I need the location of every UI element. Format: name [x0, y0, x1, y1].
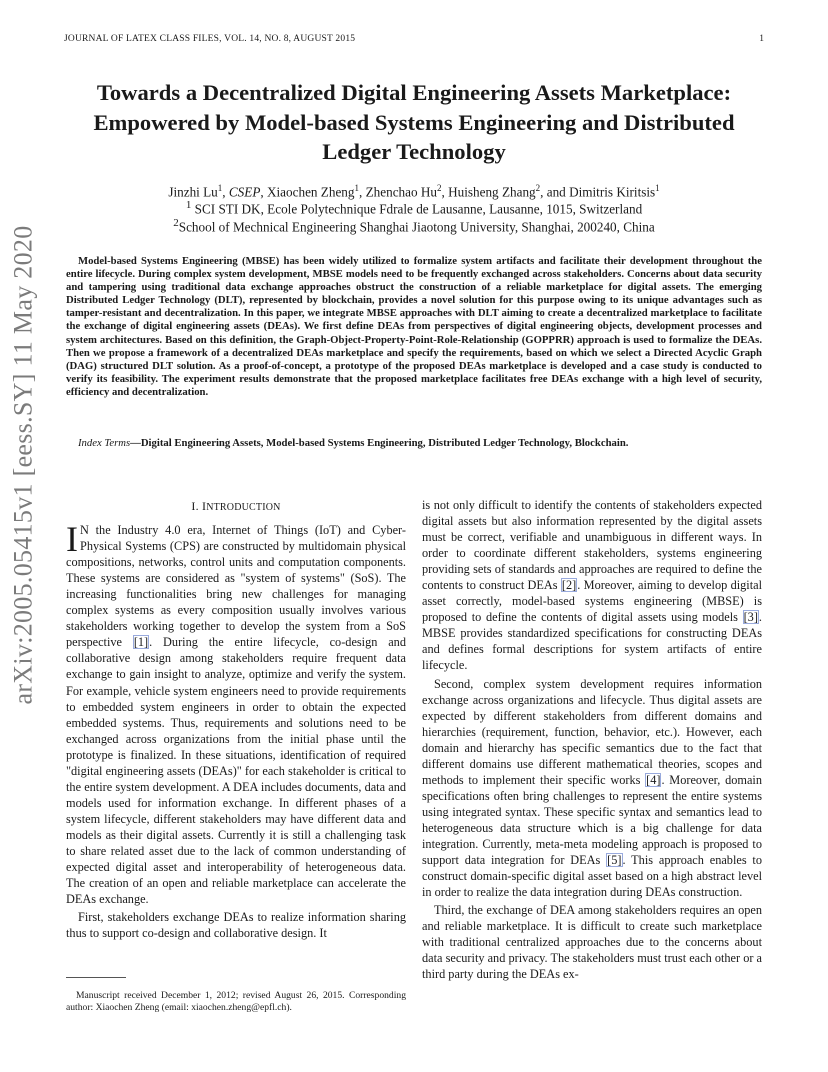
- section-heading: [66, 498, 406, 516]
- footnote-divider: [66, 977, 126, 978]
- citation-link[interactable]: [3]: [743, 610, 758, 625]
- arxiv-stamp[interactable]: arXiv:2005.05415v1 [eess.SY] 11 May 2020: [8, 225, 38, 705]
- index-terms-text: Digital Engineering Assets, Model-based Systems Engineering, Distributed Ledger Technology, Blockchain.: [140, 437, 629, 449]
- section-title: NTRODUCTION: [206, 502, 281, 513]
- author-name: Xiaochen Zheng: [266, 184, 355, 200]
- author-affil-mark: 2: [535, 183, 541, 193]
- section-number: I.: [191, 499, 202, 513]
- paper-title: [64, 78, 764, 167]
- author-name: and Dimitris Kiritsis: [546, 184, 656, 200]
- author-affil-mark: 1: [354, 183, 359, 193]
- paragraph-text: . Moreover, aiming to develop digital asset correctly, model-based systems engineering (MBSE) is proposed to define the contents of digital assets using models: [422, 578, 762, 625]
- affil-text: SCI STI DK, Ecole Polytechnique Fdrale de Lausanne, Lausanne, 1015, Switzerland: [194, 201, 643, 217]
- citation-link[interactable]: [2]: [561, 578, 577, 593]
- affil-mark: 2: [173, 217, 179, 229]
- paragraph: Third, the exchange of DEA among stakeholders requires an open and reliable marketplace. It is difficult to create such marketplace with traditional centralized approaches due to the concerns about data security and privacy. The stakeholders must trust each other or a third party during the DEAs ex-: [422, 903, 762, 982]
- index-terms-label: Index Terms: [78, 437, 131, 449]
- affil-mark: 1: [185, 199, 192, 211]
- paragraph-text: . MBSE provides standardized specifications for constructing DEAs and defines formal descriptions for system artifacts of entire lifecycle.: [422, 610, 762, 673]
- paragraph: First, stakeholders exchange DEAs to realize information sharing thus to support co-design and collaborative design. It: [66, 910, 406, 941]
- author-name: Jinzhi Lu: [168, 184, 218, 200]
- author-affil-mark: 1: [655, 183, 660, 193]
- footnote: Manuscript received December 1, 2012; revised August 26, 2015. Corresponding author: Xiaochen Zheng (email: xiaochen.zheng@epfl.ch).: [66, 990, 406, 1013]
- arxiv-stamp-container: [2, 225, 44, 705]
- paragraph: [422, 497, 762, 674]
- author-role: CSEP: [228, 184, 261, 200]
- paragraph-text: N the Industry 4.0 era, Internet of Things (IoT) and Cyber-Physical Systems (CPS) are constructed by multidomain physical compositions, networks, control units and computation components. These systems are considered as "system of systems" (SoS). The increasing functionalities bring new challenges for managing complex systems as every composition usually involves various stakeholders working together to develop the system from a SoS perspective: [66, 523, 406, 650]
- author-list: Jinzhi Lu$^1$, CSEP, Xiaochen Zheng$^1$, Zhenchao Hu$^2$, Huisheng Zhang$^2$, and Dimitris Kiritsis$^1$: [168, 183, 660, 200]
- author-name: Zhenchao Hu: [365, 184, 437, 200]
- affiliation-2: [64, 215, 764, 235]
- citation-link[interactable]: [5]: [607, 853, 622, 868]
- paragraph: [422, 676, 762, 901]
- author-affil-mark: 2: [437, 183, 442, 193]
- left-column: [66, 498, 406, 941]
- paragraph-text: . Moreover, domain specifications often bring challenges to represent the entire systems using integrated syntax. These specific syntax and semantics lead to heterogeneous data structure which is a big challenge for data integration. Currently, meta-meta modeling approach is proposed to support data integration for DEAs: [422, 772, 762, 868]
- author-affil-mark: 1: [217, 183, 223, 193]
- author-name: Huisheng Zhang: [448, 184, 536, 200]
- drop-cap: I: [66, 519, 78, 560]
- paragraph-text: is not only difficult to identify the contents of stakeholders expected digital assets but also information represented by the digital assets must be correct, verifiable and unambiguous in different ways. In order to coordinate different stakeholders, systems engineering providing sets of standards and approaches are required to define the contents to construct DEAs: [422, 498, 762, 593]
- running-header: JOURNAL OF LATEX CLASS FILES, VOL. 14, NO. 8, AUGUST 2015: [64, 34, 356, 44]
- paragraph-text: Second, complex system development requires information exchange across organizations and lifecycle. Thus digital assets are expected by different stakeholders from different domains and hierarchies (requirement, function, behavior, etc.). However, each domain and hierarchy has specific semantics due to the fact that different domains use different mathematical theories, scopes and methods to implement their specific works: [422, 676, 762, 787]
- affil-text: School of Mechnical Engineering Shanghai Jiaotong University, Shanghai, 200240, China: [178, 219, 655, 235]
- paragraph-text: . This approach enables to construct domain-specific digital asset based on a high abstract level in order to realize the data integration during DEAs construction.: [422, 853, 762, 900]
- citation-link[interactable]: [4]: [646, 772, 661, 787]
- title-line: Towards a Decentralized Digital Engineering Assets Marketplace:: [96, 80, 732, 105]
- paragraph: [66, 519, 406, 907]
- section-initial: I: [201, 499, 207, 513]
- index-terms: Index Terms—Digital Engineering Assets, Model-based Systems Engineering, Distributed Ledger Technology, Blockchain.: [78, 437, 629, 449]
- paragraph-text: . During the entire lifecycle, co-design and collaborative design among stakeholders require frequent data exchange to gain insight to analyze, optimize and verify the system. For example, vehicle system engineers need to provide requirements to embedded system engineers in order to obtain the expected embedded systems. Thus, requirements and solutions need to be exchanged across organizations from the initial phase until the prototype is finalized. In these situations, identification of required "digital engineering assets (DEAs)" for each stakeholder is critical to the entire system development. A DEA includes documents, data and models used for information exchange. In different phases of a system lifecycle, different stakeholders may have different data and models as their digital assets. Currently it is still a challenging task to share related asset due to the lack of common understanding of expected digital asset and interoperability of heterogeneous data. The creation of an open and reliable marketplace can accelerate the DEAs exchange.: [66, 635, 406, 907]
- abstract: Model-based Systems Engineering (MBSE) has been widely utilized to formalize system artifacts and facilitate their development throughout the entire lifecycle. During complex system development, MBSE models need to be frequently exchanged across stakeholders. Concerns about data security and tampering using traditional data exchange approaches obstruct the construction of a reliable marketplace for digital assets. The emerging Distributed Ledger Technology (DLT), represented by blockchain, provides a novel solution for this purpose owing to its unique advantages such as tamper-resistant and decentralization. In this paper, we integrate MBSE approaches with DLT aiming to create a decentralized marketplace to facilitate the exchange of digital engineering assets (DEAs). We first define DEAs from perspectives of digital engineering objects, development processes and system architectures. Based on this definition, the Graph-Object-Property-Point-Role-Relationship (GOPPRR) approach is used to formalize the DEAs. Then we propose a framework of a decentralized DEAs marketplace and specify the requirements, based on which we select a Directed Acyclic Graph (DAG) structured DLT solution. As a proof-of-concept, a prototype of the proposed DEAs marketplace is developed and a case study is conducted to verify its feasibility. The experiment results demonstrate that the proposed marketplace facilitates free DEAs exchange with a high level of security, efficiency and decentralization.: [66, 255, 762, 398]
- page-number: 1: [759, 34, 764, 44]
- citation-link[interactable]: [1]: [133, 635, 149, 650]
- title-line: Empowered by Model-based Systems Engineering and Distributed: [93, 109, 735, 135]
- right-column: [422, 497, 762, 982]
- title-line: Ledger Technology: [322, 139, 506, 164]
